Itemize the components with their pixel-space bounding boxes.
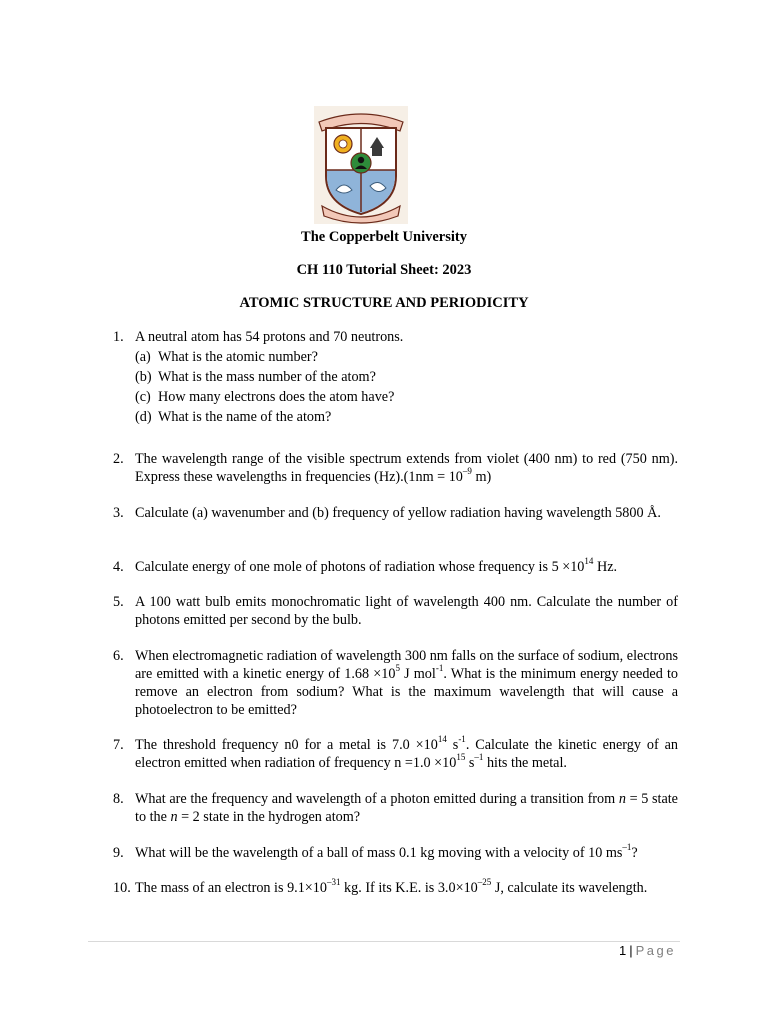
text-fragment: The threshold frequency n0 for a metal is 7.0 ×10 — [135, 737, 438, 753]
text-fragment: When electromagnetic radiation of wavelength 300 nm falls on the surface of sodium, electrons are emitted with a kinetic energy of 1.68 ×10 — [135, 648, 678, 682]
question-number: 10. — [113, 880, 131, 896]
exponent: –1 — [622, 842, 632, 853]
text-fragment: . What is the minimum energy needed to remove an electron from sodium? What is the maximum wavelength that will cause a photoelectron to be emitted? — [135, 666, 678, 718]
sub-question-label: (a) — [135, 349, 151, 365]
question-text: A neutral atom has 54 protons and 70 neutrons. — [135, 329, 404, 345]
question-text — [135, 879, 678, 897]
exponent: -1 — [435, 663, 444, 674]
sub-question-text: How many electrons does the atom have? — [158, 389, 395, 405]
exponent: –9 — [462, 466, 472, 477]
text-fragment: J, calculate its wavelength. — [491, 880, 648, 896]
text-fragment: . Calculate the kinetic energy of an electron emitted when radiation of frequency n =1.0 ×10 — [135, 737, 678, 771]
text-fragment: ? — [631, 845, 638, 861]
text-fragment: Calculate energy of one mole of photons of radiation whose frequency is 5 ×10 — [135, 559, 585, 575]
question-8 — [113, 790, 678, 826]
sub-question-d — [135, 408, 678, 426]
university-name: The Copperbelt University — [301, 229, 467, 245]
text-fragment: What are the frequency and wavelength of a photon emitted during a transition from — [135, 791, 619, 807]
exponent: –25 — [477, 877, 492, 888]
question-9 — [113, 844, 678, 862]
question-3 — [113, 504, 678, 522]
question-text: Calculate (a) wavenumber and (b) frequency of yellow radiation having wavelength 5800 Å. — [135, 505, 661, 521]
sub-question-label: (b) — [135, 369, 152, 385]
sub-question-text: What is the mass number of the atom? — [158, 369, 376, 385]
exponent: –31 — [327, 877, 341, 888]
sub-question-text: What is the atomic number? — [158, 349, 318, 365]
exponent: 15 — [456, 752, 466, 763]
variable-n: n — [170, 809, 178, 825]
text-fragment: The wavelength range of the visible spectrum extends from violet (400 nm) to red (750 nm). Express these wavelengths in frequencies (Hz).(1nm = 10 — [135, 451, 678, 485]
question-text — [135, 558, 678, 576]
question-4 — [113, 558, 678, 576]
page-number: 1 — [619, 943, 627, 958]
page-footer — [619, 943, 676, 959]
exponent: –1 — [474, 752, 484, 763]
sub-question-label: (d) — [135, 409, 152, 425]
footer-divider — [88, 941, 680, 942]
question-number: 2. — [113, 451, 124, 467]
university-crest-logo — [314, 106, 408, 224]
text-fragment: = 2 state in the hydrogen atom? — [177, 809, 361, 825]
question-2 — [113, 450, 678, 486]
topic-title: ATOMIC STRUCTURE AND PERIODICITY — [239, 295, 529, 311]
question-text: A 100 watt bulb emits monochromatic light of wavelength 400 nm. Calculate the number of photons emitted per second by the bulb. — [135, 594, 678, 628]
sub-question-c — [135, 388, 678, 406]
question-text — [135, 844, 678, 862]
question-text — [135, 647, 678, 719]
text-fragment: What will be the wavelength of a ball of mass 0.1 kg moving with a velocity of 10 ms — [135, 845, 623, 861]
text-fragment: Hz. — [593, 559, 618, 575]
tutorial-sheet-title: CH 110 Tutorial Sheet: 2023 — [296, 262, 472, 278]
sub-question-label: (c) — [135, 389, 151, 405]
text-fragment: J mol — [399, 666, 436, 682]
question-1 — [113, 328, 678, 426]
question-number: 9. — [113, 845, 124, 861]
page-label: Page — [635, 943, 676, 958]
text-fragment: hits the metal. — [483, 755, 567, 771]
question-5 — [113, 593, 678, 629]
exponent: 14 — [437, 734, 447, 745]
sub-question-b — [135, 368, 678, 386]
question-number: 4. — [113, 559, 124, 575]
question-number: 7. — [113, 737, 124, 753]
exponent: -1 — [458, 734, 466, 745]
question-6 — [113, 647, 678, 719]
question-10 — [113, 879, 678, 897]
question-number: 6. — [113, 648, 124, 664]
question-7 — [113, 736, 678, 772]
question-number: 5. — [113, 594, 124, 610]
exponent: 14 — [584, 556, 594, 567]
text-fragment: m) — [471, 469, 492, 485]
text-fragment: kg. If its K.E. is 3.0×10 — [340, 880, 478, 896]
question-number: 3. — [113, 505, 124, 521]
question-text — [135, 790, 678, 826]
text-fragment: s — [446, 737, 459, 753]
question-number: 1. — [113, 329, 124, 345]
sub-question-text: What is the name of the atom? — [158, 409, 332, 425]
text-fragment: The mass of an electron is 9.1×10 — [135, 880, 327, 896]
question-text — [135, 736, 678, 772]
question-text — [135, 450, 678, 486]
text-fragment: s — [465, 755, 475, 771]
sub-question-a — [135, 348, 678, 366]
text-fragment: = 5 state to the — [135, 791, 678, 825]
footer-separator: | — [629, 943, 633, 958]
variable-n: n — [618, 791, 626, 807]
question-number: 8. — [113, 791, 124, 807]
exponent: 5 — [395, 663, 400, 674]
